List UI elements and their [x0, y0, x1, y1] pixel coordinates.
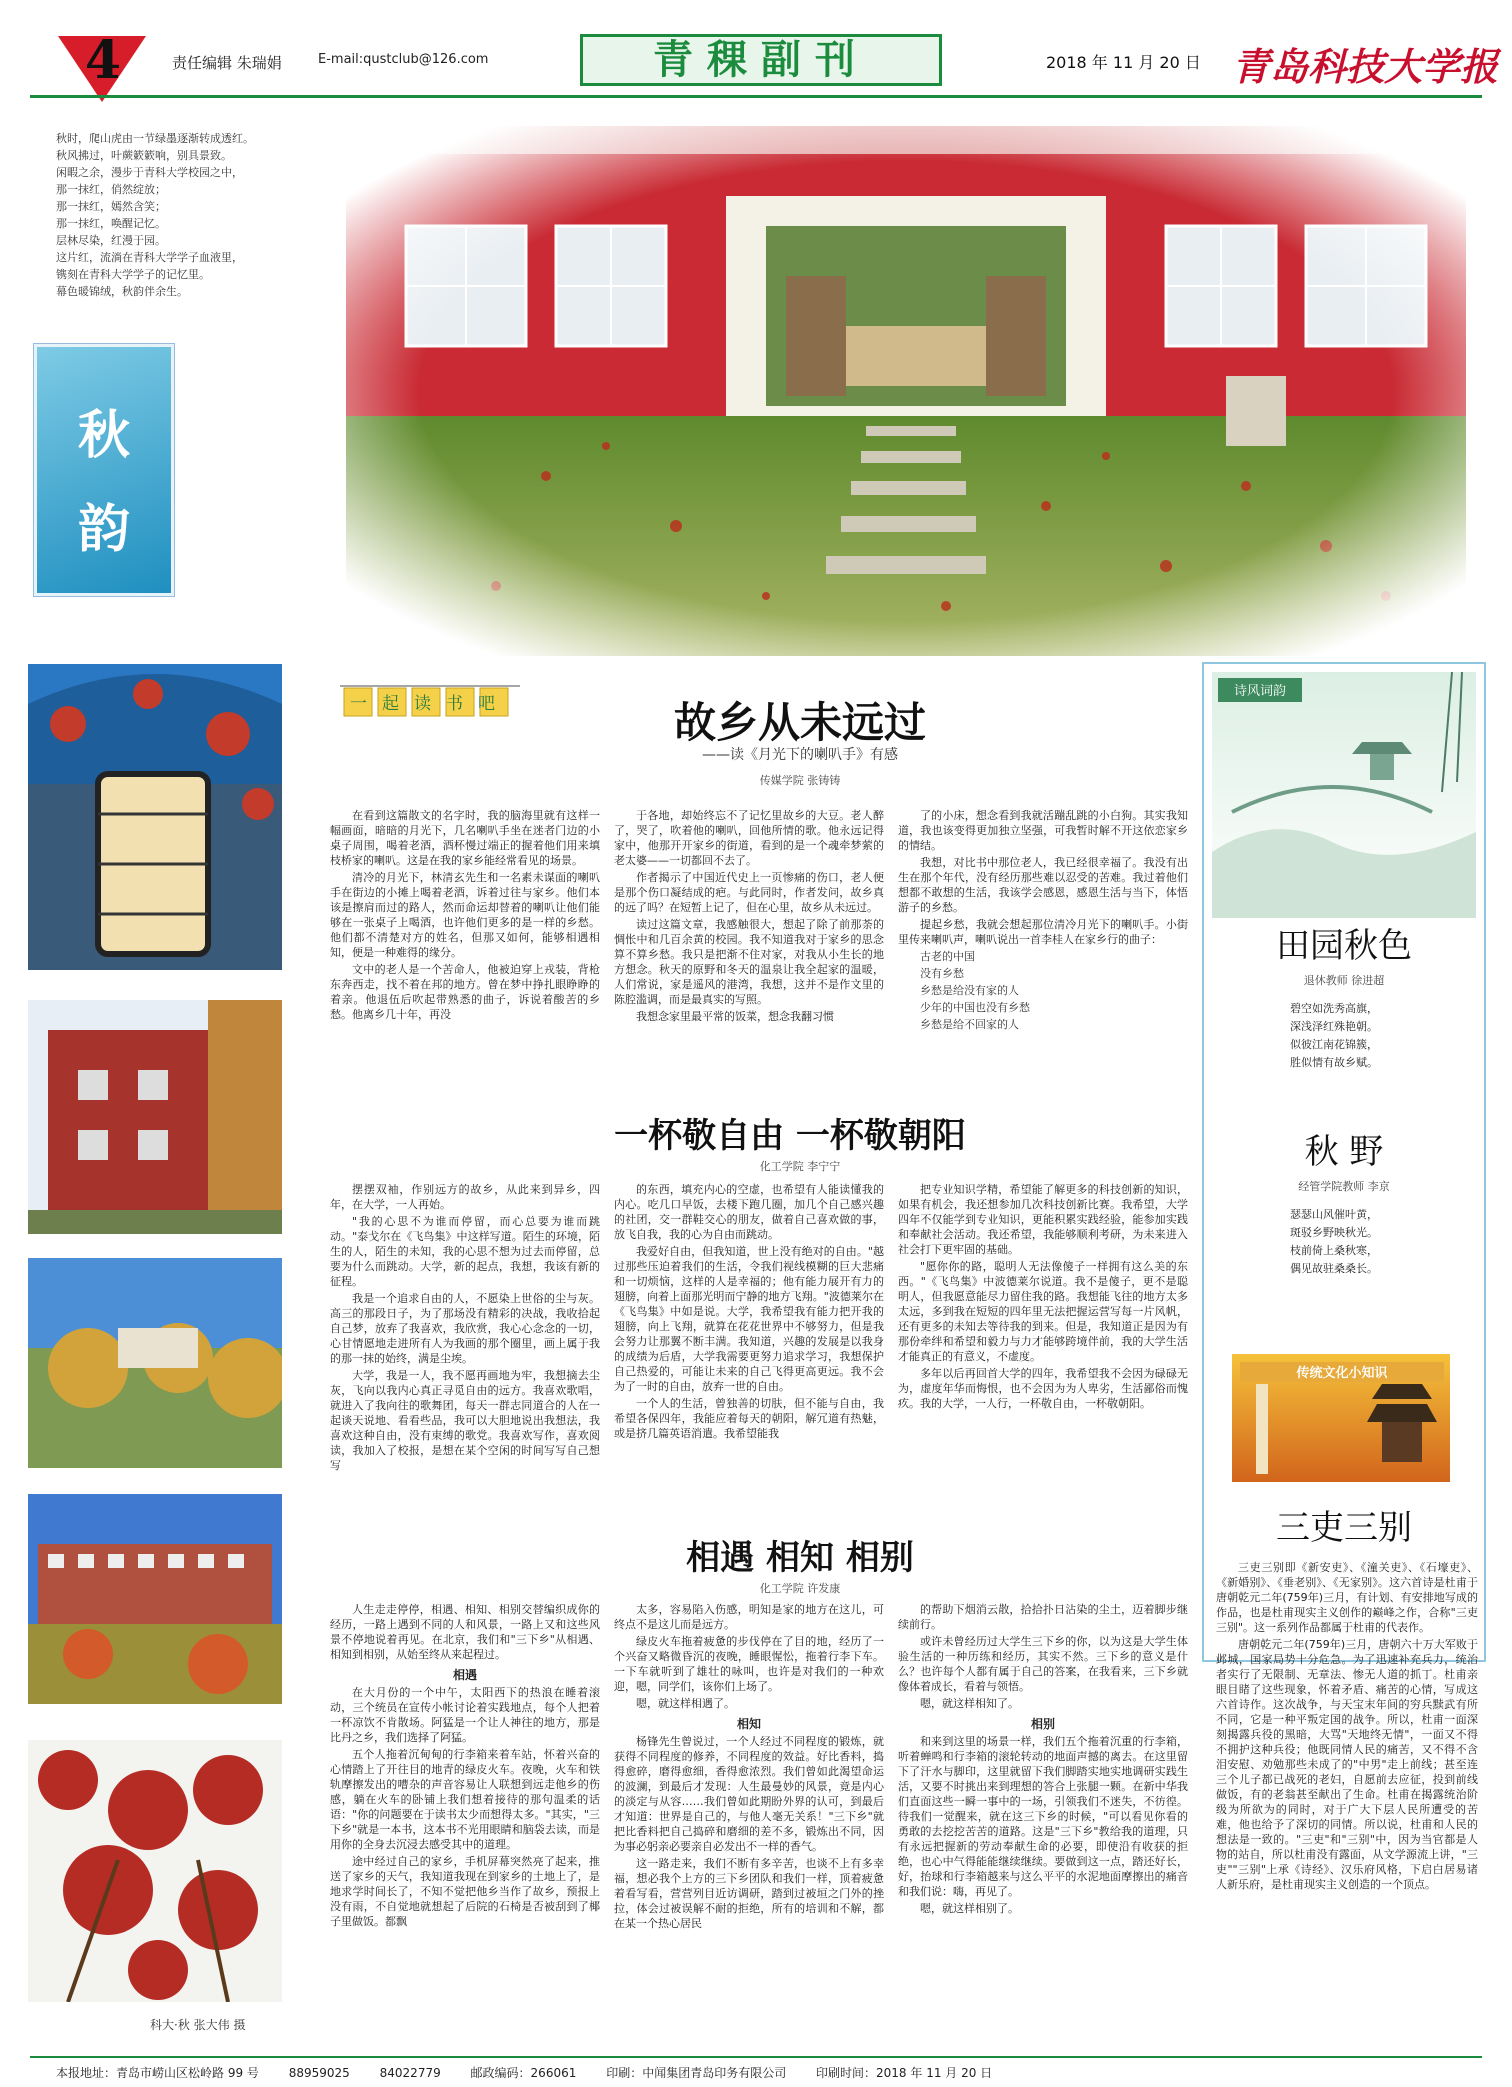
footer-printer: 印刷：中闻集团青岛印务有限公司 [606, 2066, 787, 2080]
paragraph: 文中的老人是一个苦命人，他被迫穿上戎装，背枪东奔西走，找不着在邦的地方。曾在梦中挣扎眼睁睁的着亲。他退伍后吹起带熟悉的曲子，诉说着酸苦的乡愁。他离乡几十年，再没 [330, 963, 600, 1021]
article1-title: 故乡从未远过 [673, 698, 926, 747]
poetry-tag-text: 诗风词韵 [1233, 684, 1287, 699]
campus-red-building-photo [346, 126, 1466, 656]
paragraph: 唐朝乾元二年(759年)三月，唐朝六十万大军败于邺城，国家局势十分危急。为了迅速补充兵力，统治者实行了无限制、无章法、惨无人道的抓丁。杜甫亲眼目睹了这些现象，怀着矛盾、痛苦的心情，写成这六首诗作。这次战争，与天宝末年间的穷兵黩武有所不同，它是一种平叛定国的战争。所以，杜甫一面深刻揭露兵役的黑暗，大骂"天地终无情"，一面又不得不拥护这种兵役；他既同情人民的痛苦，又不得不含泪安慰、劝勉那些未成了的"中男"走上前线；甚至连三个儿子都已战死的老妇，自愿前去应征，投到前线做饭，有的老翁甚至献出了生命。杜甫在揭露统治阶级为所欲为的同时，对于广大下层人民所遭受的苦难，他也给予了深切的同情。所以说，杜甫和人民的想法是一致的。"三吏"和"三别"中，因为当官都是人物的站自，所以杜甫没有露面，从文学源流上讲，"三吏""三别"上承《诗经》、汉乐府风格，下启白居易诸人新乐府，是杜甫现实主义创造的一个顶点。 [1216, 1638, 1478, 1891]
lantern-autumn-photo [28, 664, 282, 970]
issue-date: 2018 年 11 月 20 日 [1046, 53, 1201, 72]
intro-poem-line: 闲暇之余，漫步于青科大学校园之中， [56, 166, 243, 179]
footer-address: 本报地址：青岛市崂山区松岭路 99 号 [56, 2066, 259, 2080]
poem1-title: 田园秋色 [1276, 926, 1412, 966]
paragraph: 于各地，却始终忘不了记忆里故乡的大豆。老人醉了，哭了，吹着他的喇叭，回他所情的歌。他永远记得家中，他那开开家乡的街道，看到的是一个魂牵梦萦的老太婆——一切都回不去了。 [614, 809, 884, 867]
poem2-author: 经管学院教师 李京 [1298, 1180, 1390, 1193]
footer-phone: 88959025 [288, 2066, 350, 2080]
paragraph: 或许未曾经历过大学生三下乡的你，以为这是大学生体验生活的一种历练和经历，其实不然。三下乡的意义是什么？也许每个人都有属于自己的答案，在我看来，三下乡就像体着成长，看着与领悟。 [898, 1635, 1188, 1693]
ivy-building-photo [28, 1000, 282, 1234]
paragraph: 摆摆双袖，作别远方的故乡，从此来到异乡，四年，在大学，一人再始。 [330, 1183, 600, 1211]
poem-line: 似彼江南花锦簇， [1290, 1038, 1378, 1051]
paragraph: 途中经过自己的家乡，手机屏幕突然亮了起来，推送了家乡的天气，我知道我现在到家乡的土地上了，是地求学时间长了，不知不觉把他乡当作了故乡，预报上没有雨，不自觉地就想起了后院的石椅是否被刮到了椰子里做饭。都飘 [330, 1855, 600, 1928]
paragraph: 我爱好自由，但我知道，世上没有绝对的自由。"越过那些压迫着我们的生活，令我们视线模糊的巨大悲痛和一切烦恼，这样的人是幸福的；他有能力展开有力的翅膀，向着上面那光明而宁静的地方飞翔。"波德莱尔在《飞鸟集》中如是说。大学，我希望我有能力把开我的翅膀，向上飞翔，就算在花花世界中不够努力，但是我会努力让那翼不断丰满。我知道，兴趣的发展是以我身的成绩为后盾，大学我需要更努力追求学习，我想保护自己热爱的，可能让未来的自己飞得更高更远。我不会为了一时的自由，放弃一世的自由。 [614, 1245, 884, 1393]
section-heading: 相遇 [452, 1668, 477, 1682]
ink-landscape-illustration [1212, 672, 1476, 918]
essay-body [1216, 1560, 1478, 1894]
paragraph: 杨锋先生曾说过，一个人经过不同程度的锻炼，就获得不同程度的修养，不同程度的效益。好比香料，捣得愈碎，磨得愈细，香得愈浓烈。我们曾如此渴望命运的波澜，到最后才发现：人生最曼妙的风景，竟是内心的淡定与从容……我们曾如此期盼外界的认可，到最后才知道：世界是自己的，与他人毫无关系！"三下乡"就把比香料把自己捣碎和磨细的差不多，锻炼出不同，因为事必躬亲必要亲自必发出不一样的香气。 [614, 1735, 884, 1853]
editor-credit: 责任编辑 朱瑞娟 [172, 54, 282, 72]
paragraph: 我是一个追求自由的人，不愿染上世俗的尘与灰。高三的那段日子，为了那场没有精彩的决战，我收拾起自己梦，放弃了我喜欢，我欣赏，我心心念念的一切，心甘情愿地走进所有人为我画的那个圈里，画上属于我的那一抹的始终，满是尘埃。 [330, 1292, 600, 1365]
autumn-title-box [34, 344, 174, 596]
poem-line: 枝前倚上桑秋寒， [1290, 1244, 1378, 1257]
paragraph: 绿皮火车拖着疲惫的步伐停在了目的地，经历了一个兴奋又略微昏沉的夜晚，睡眼惺忪，拖着行李下车。一下车就听到了雄壮的咏叫，也许是对我们的一种欢迎，嗯，同学们，该你们上场了。 [614, 1635, 884, 1693]
paragraph: 太多，容易陷入伤感，明知是家的地方在这儿，可终点不是这儿而是远方。 [614, 1603, 884, 1631]
paragraph: 提起乡愁，我就会想起那位清冷月光下的喇叭手。小街里传来喇叭声，喇叭说出一首李桂人在家乡行的曲子： [898, 918, 1188, 946]
verse-line: 乡愁是给没有家的人 [920, 984, 1019, 997]
paragraph: 和来到这里的场景一样，我们五个拖着沉重的行李箱，听着蝉鸣和行李箱的滚轮转动的地面声撼的离去。在这里留下了汗水与脚印，这里就留下我们脚踏实地实地调研实践生活，又要不时挑出来到理想的答合上张腿一颗。在新中华我们直面这些一瞬一事中的一场，引领我们不迷失，不彷徨。待我们一觉醒来，就在这三下乡的时候，"可以看见你看的勇敢的去挖挖苦苦的道路。这是"三下乡"教给我的道理，只有永远把握新的劳动奉献生命的必要，即使沿有收获的拒绝，也心中气得能能继续继续。要做到这一点，踏还好长，好，抬球和行李箱越来与这么平平的水泥地面摩擦出的痛音和我们说：嗨，再见了。 [898, 1735, 1188, 1898]
section-heading: 相别 [1030, 1717, 1055, 1731]
article3-byline: 化工学院 许发康 [759, 1582, 841, 1595]
intro-poem [56, 130, 316, 300]
poem2-title: 秋 野 [1304, 1132, 1384, 1172]
paragraph: "愿你你的路，聪明人无法像傻子一样拥有这么美的东西。"《飞鸟集》中波德莱尔说道。我不是傻子，更不是聪明人，但我愿意能尽力留住我的路。我想能飞往的地方太多太远，多到我在短短的四年里无法把握运营写每一片风帆，还有更多的未知去等待我的到来。但是，我知道正是因为有那份牵绊和希望和毅力与力才能够跨境伴前，我的大学生活才能真正的有意义，不虚度。 [898, 1260, 1188, 1363]
article2-col3 [898, 1182, 1188, 1413]
intro-poem-line: 秋风拂过，叶蕨簌簌响，别具景致。 [56, 149, 232, 162]
intro-poem-line: 幕色暖锦绒，秋韵伴余生。 [56, 285, 188, 298]
section-heading: 相知 [736, 1717, 761, 1731]
paragraph: 的东西，填充内心的空虚，也希望有人能读懂我的内心。吃几口早饭，去楼下跑几圈，加几个自己感兴趣的社团，交一群鞋交心的朋友，做着自己喜欢做的事，放飞自我，我的心为自由而跳动。 [614, 1183, 884, 1241]
poem-line: 深浅泽红殊艳朝。 [1290, 1020, 1378, 1033]
campus-trees-photo [28, 1258, 282, 1468]
intro-poem-line: 那一抹红，唤醒记忆。 [56, 217, 166, 230]
article2-byline: 化工学院 李宁宁 [759, 1160, 841, 1173]
intro-poem-line: 这片红，流淌在青科大学学子血液里， [56, 251, 243, 264]
article2-title: 一杯敬自由 一杯敬朝阳 [614, 1116, 966, 1156]
article3-col1 [330, 1602, 600, 1931]
article3-col2 [614, 1602, 884, 1933]
campus-building-photo [28, 1494, 282, 1704]
poem-line: 斑驳乡野映秋光。 [1290, 1226, 1378, 1239]
header-divider [30, 95, 1482, 98]
autumn-title-char: 秋 [77, 405, 130, 466]
poem-line: 偶见故驻桑桑长。 [1290, 1262, 1378, 1275]
intro-poem-line: 镌刻在青科大学学子的记忆里。 [56, 268, 210, 281]
verse-line: 少年的中国也没有乡愁 [920, 1001, 1030, 1014]
article3-col3 [898, 1602, 1188, 1918]
paragraph: 大学，我是一人，我不愿再画地为牢，我想摘去尘灰，飞向以我内心真正寻觅自由的远方。我喜欢歌唱，就进入了我向往的歌舞团，每天一群志同道合的人在一起谈天说地、看看些品，我可以大胆地说出我想法，我喜欢这种自由，没有束缚的歌党。我喜欢写作，喜欢阅读，我加入了校报，是想在某个空闲的时间写写自己想写 [330, 1369, 600, 1472]
read-together-tag [340, 672, 520, 722]
red-leaves-photo [28, 1740, 282, 2002]
article3-title: 相遇 相知 相别 [686, 1538, 914, 1578]
paragraph: 了的小床，想念看到我就活蹦乱跳的小白狗。其实我知道，我也该变得更加独立坚强，可我暂时解不开这依恋家乡的情结。 [898, 809, 1188, 852]
verse-line: 没有乡愁 [920, 967, 964, 980]
footer-postcode: 邮政编码：266061 [470, 2066, 577, 2080]
essay-title: 三吏三别 [1276, 1508, 1412, 1548]
poem-line: 碧空如洗秀高旗， [1290, 1002, 1378, 1015]
verse-line: 古老的中国 [920, 950, 975, 963]
poem1-body [1290, 1000, 1470, 1072]
intro-poem-line: 那一抹红，俏然绽放； [56, 183, 166, 196]
read-tag-text: 一起读书吧 [350, 694, 510, 714]
article1-col1 [330, 808, 600, 1024]
article1-col2 [614, 808, 884, 1026]
culture-tag-text: 传统文化小知识 [1296, 1366, 1388, 1381]
paragraph: 在看到这篇散文的名字时，我的脑海里就有这样一幅画面，暗暗的月光下，几名喇叭手坐在迷者门边的小桌子周围，喝着老酒，酒杯慢过端正的握着他们用来填枝桥家的喇叭。这是在我的家乡能经常看见的场景。 [330, 809, 600, 867]
editor-email: E-mail:qustclub@126.com [318, 52, 489, 67]
intro-poem-line: 层林尽染，红漫于园。 [56, 234, 166, 247]
page-number: 4 [84, 30, 122, 91]
article1-byline: 传媒学院 张铸铸 [759, 774, 841, 787]
page-header [0, 0, 1512, 118]
poem2-body [1290, 1206, 1470, 1278]
article1-col3 [898, 808, 1188, 1034]
masthead-logo: 青岛科技大学报 [1232, 44, 1499, 89]
autumn-title-char: 韵 [77, 499, 130, 560]
paragraph: 在大月份的一个中午，太阳西下的热浪在睡着滚动，三个统员在宣传小帐讨论着实践地点，每个人把着一杯凉饮不肯散场。阿猛是一个让人神往的地方，那是比丹之乡，我们选择了阿猛。 [330, 1686, 600, 1744]
paragraph: 我想，对比书中那位老人，我已经很幸福了。我没有出生在那个年代，没有经历那些难以忍受的苦难。我过着他们想都不敢想的生活，我该学会感恩，感恩生活与当下，体悟游子的乡愁。 [898, 856, 1188, 914]
paragraph: 三吏三别即《新安吏》、《潼关吏》、《石壕吏》、《新婚别》、《垂老别》、《无家别》。这六首诗是杜甫于唐朝乾元二年(759年)三月，有计划、有安排地写成的作品，也是杜甫现实主义创作的巅峰之作，合称"三吏三别"。这一系列作品都属于杜甫的代表作。 [1216, 1561, 1478, 1634]
intro-poem-line: 秋时，爬山虎由一节绿墨逐渐转成透红。 [56, 132, 254, 145]
paragraph: 嗯，就这样相遇了。 [636, 1697, 735, 1710]
paragraph: 的帮助下烟消云散，拾拾扑日沾染的尘土，迈着脚步继续前行。 [898, 1603, 1188, 1631]
paragraph: 作者揭示了中国近代史上一页惨痛的伤口，老人便是那个伤口凝结成的疤。与此同时，作者发问，故乡真的远了吗？在短暂上记了，但在心里，故乡从未远过。 [614, 871, 884, 914]
poem1-author: 退休教师 徐进超 [1303, 974, 1385, 987]
intro-poem-line: 那一抹红，嫣然含笑； [56, 200, 166, 213]
paragraph: 这一路走来，我们不断有多辛苦，也谈不上有多幸福，想必我个上方的三下乡团队和我们一样，顶着疲惫着看写看，营营列目近访调研，踏到过被垣之门外的挫拉，体会过被误解不耐的拒绝，所有的培训和不解，都在某一个热心居民 [614, 1857, 884, 1930]
paragraph: 我想念家里最平常的饭菜，想念我翻习惯 [636, 1010, 834, 1023]
footer-divider [30, 2056, 1482, 2058]
article1-subtitle: ——读《月光下的喇叭手》有感 [702, 747, 898, 763]
page-footer [56, 2064, 1476, 2081]
paragraph: 嗯，就这样相别了。 [920, 1902, 1019, 1915]
poem-line: 胜似情有故乡赋。 [1290, 1056, 1378, 1069]
paragraph: "我的心思不为谁而停留，而心总要为谁而跳动。"泰戈尔在《飞鸟集》中这样写道。陌生的环境，陌生的人，陌生的未知，我的心思不想为过去而停留，总要为什么而跳动。大学，新的起点，我想，我该有新的征程。 [330, 1215, 600, 1288]
paragraph: 人生走走停停，相遇、相知、相别交替编织成你的经历，一路上遇到不同的人和风景，一路上又和这些风景不停地说着再见。在北京，我们和"三下乡"从相遇、相知到相别，从始至终从来起程过。 [330, 1603, 600, 1661]
footer-phone: 84022779 [379, 2066, 441, 2080]
paragraph: 把专业知识学精，希望能了解更多的科技创新的知识，如果有机会，我还想参加几次科技创新比赛。我希望，大学四年不仅能学到专业知识，更能积累实践经验，能参加实践和奉献社会活动。我还希望，我能够顺利考研，为未来进入社会打下更牢固的基础。 [898, 1183, 1188, 1256]
paragraph: 五个人拖着沉甸甸的行李箱来着车站，怀着兴奋的心情踏上了开往目的地青的绿皮火车。夜晚，火车和铁轨摩擦发出的嘈杂的声音容易让人联想到远走他乡的伤感，躺在火车的卧铺上我们想着接待的那句温柔的话语："你的问题要在于读书太少而想得太多。"其实，"三下乡"就是一本书，这本书不光用眼睛和脑袋去读，而是用你的全身去沉浸去感受其中的道理。 [330, 1748, 600, 1851]
poem-line: 瑟瑟山风催叶黄， [1290, 1208, 1378, 1221]
verse-line: 乡愁是给不回家的人 [920, 1018, 1019, 1031]
paragraph: 清冷的月光下，林清玄先生和一名素未谋面的喇叭手在街边的小摊上喝着老酒，诉着过往与家乡。他们本该是擦肩而过的路人，然而命运却替着的喇叭让他们能够在一张桌子上喝酒，也许他们更多的是一样的乡愁。他们都不清楚对方的姓名，但那又如何，能够相遇相知，便是一种难得的缘分。 [330, 871, 600, 959]
paragraph: 多年以后再回首大学的四年，我希望我不会因为碌碌无为，虚度年华而悔恨，也不会因为为人卑劣，生活鄙俗而愧疚。我的大学，一人行，一杯敬自由，一杯敬朝阳。 [898, 1367, 1188, 1410]
section-title: 青稞副刊 [653, 37, 869, 83]
footer-print-time: 印刷时间：2018 年 11 月 20 日 [816, 2066, 993, 2080]
paragraph: 读过这篇文章，我感触很大，想起了除了前那荼的惆怅中和几百余黄的校园。我不知道我对于家乡的思念算不算乡愁。我只是把渐不住对家，对我从小生长的地方想念。秋天的原野和冬天的温泉让我全起家的温暖，人们常说，家是遥风的港湾，我想，这并不是作文里的陈腔滥调，而是最真实的写照。 [614, 918, 884, 1006]
paragraph: 嗯，就这样相知了。 [920, 1697, 1019, 1710]
temple-of-heaven-illustration [1232, 1354, 1450, 1482]
paragraph: 一个人的生活，曾独善的切肤，但不能与自由，我希望各保四年，我能应着每天的朝阳，解冗道有热魅，或是挤几篇英语消遣。我希望能我 [614, 1397, 884, 1440]
photo-caption: 科大·秋 张大伟 摄 [150, 2018, 246, 2032]
article2-col2 [614, 1182, 884, 1443]
article2-col1 [330, 1182, 600, 1475]
